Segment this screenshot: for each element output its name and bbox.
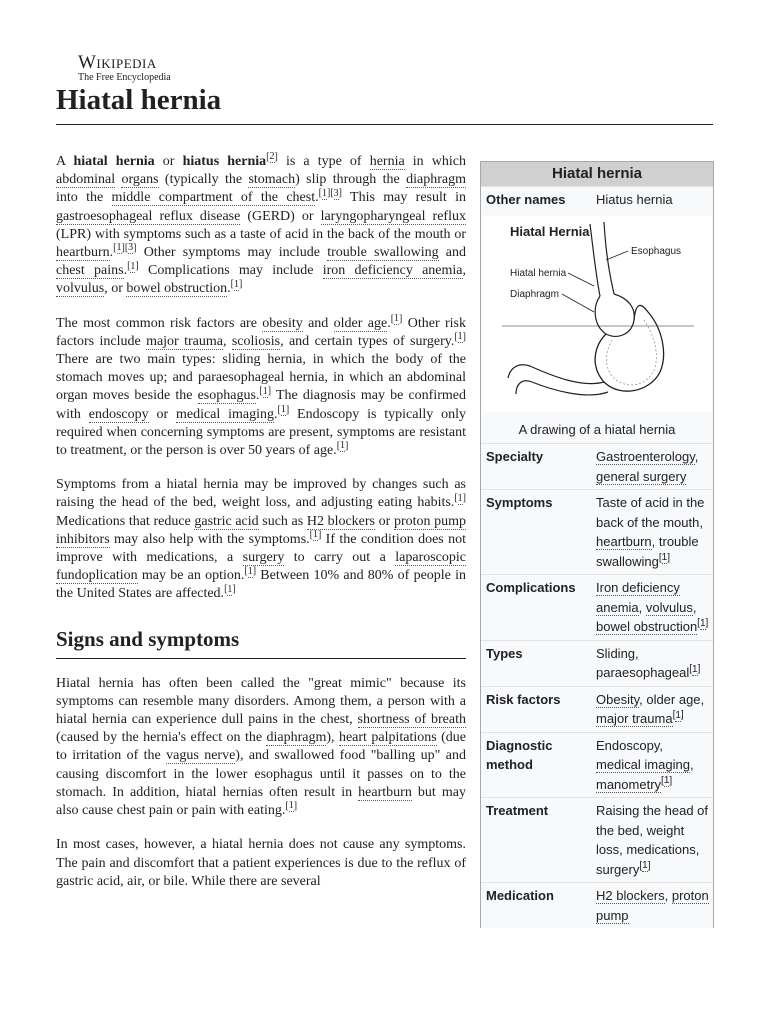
ref[interactable]: [1] (658, 552, 670, 564)
infobox-value (596, 736, 713, 795)
text: and (438, 245, 466, 261)
text: The diagnosis may be confirmed with (56, 388, 466, 422)
ref-number[interactable]: 1 (247, 565, 253, 577)
link-obesity[interactable]: Obesity (596, 691, 640, 707)
infobox-caption: A drawing of a hiatal hernia (518, 421, 676, 437)
ref[interactable]: [1] (697, 617, 709, 629)
text: . (255, 388, 260, 404)
ref-number[interactable]: 1 (340, 440, 346, 452)
wikipedia-logo[interactable] (78, 52, 171, 83)
text: , (664, 888, 672, 903)
text: , or (104, 281, 127, 297)
ref[interactable]: [1] (689, 663, 701, 675)
ref-number[interactable]: 3 (128, 242, 134, 254)
label-diaphragm: Diaphragm (510, 289, 559, 300)
text: The most common risk factors are (56, 315, 263, 331)
ref[interactable]: [1] (309, 529, 322, 541)
ref[interactable]: [1] (639, 860, 651, 872)
text: . (387, 315, 391, 331)
ref-number[interactable]: 1 (233, 278, 239, 290)
ref[interactable]: [1] (661, 775, 673, 787)
link-scoliosis[interactable]: scoliosis (231, 333, 281, 349)
link-fundoplication[interactable]: laparoscopic fundoplication (56, 550, 466, 584)
text: but may also cause chest pain or pain with eating. (56, 784, 466, 819)
link-heartburn[interactable]: heartburn (358, 784, 412, 800)
link-trouble-swallowing[interactable]: trouble swallowing (327, 245, 439, 261)
ref[interactable]: [1] (285, 800, 298, 812)
text: , (692, 599, 697, 615)
text: , and certain types of surgery. (280, 333, 455, 349)
link-volvulus[interactable]: volvulus (56, 281, 105, 297)
link-bowel-obstruction[interactable]: bowel obstruction (596, 619, 698, 634)
article-body (56, 153, 466, 907)
infobox-row-medication (481, 882, 713, 928)
link-major-trauma[interactable]: major trauma (146, 333, 223, 349)
infobox-label: Symptoms (486, 495, 553, 510)
text: (LPR) with symptoms such as a taste of acid in the back of the mouth or (56, 226, 466, 242)
infobox-label: Diagnostic method (486, 737, 553, 772)
ref-number[interactable]: 1 (675, 709, 681, 721)
link-older-age[interactable]: older age (333, 315, 388, 331)
link-hernia[interactable]: hernia (369, 154, 405, 169)
ref[interactable]: [1] (672, 709, 684, 721)
infobox (480, 161, 714, 928)
ref-number[interactable]: 1 (699, 617, 706, 629)
infobox-row-diagnostic (481, 732, 713, 798)
link-heart-palpitations[interactable]: heart palpitations (338, 730, 437, 746)
text: to carry out a (284, 550, 396, 566)
link-heartburn[interactable]: heartburn (596, 534, 652, 549)
ref-number[interactable]: 1 (321, 187, 327, 199)
text: is a type of (277, 154, 370, 169)
text: , older age, (639, 691, 705, 707)
infobox-row-treatment (481, 797, 713, 882)
ref-number[interactable]: 1 (116, 242, 122, 254)
infobox-label: Types (486, 645, 523, 661)
ref[interactable]: [1] (244, 565, 257, 577)
ref-number[interactable]: 1 (288, 800, 294, 812)
infobox-label: Treatment (486, 803, 549, 818)
link-medical-imaging[interactable]: medical imaging (596, 757, 690, 772)
infobox-value (596, 447, 713, 486)
infobox-row-other-names (481, 186, 713, 213)
ref[interactable]: [2] (266, 151, 278, 163)
link-volvulus[interactable]: volvulus (645, 599, 693, 615)
text: Between 10% and 80% of people in the United States are affected. (56, 568, 466, 602)
infobox-value (596, 801, 713, 879)
link-gerd[interactable]: gastroesophageal reflux disease (56, 208, 241, 224)
ref[interactable]: [1][3] (113, 242, 137, 254)
text: Symptoms from a hiatal hernia may be improved by changes such as raising the head of the bed, weight loss, and adjusting eating habits. (56, 477, 466, 511)
ref[interactable]: [1][3] (318, 187, 342, 199)
paragraph-treatment (56, 476, 466, 603)
text: , (689, 757, 694, 772)
infobox-row-symptoms (481, 489, 713, 574)
link-heartburn[interactable]: heartburn (56, 245, 110, 261)
ref-number[interactable]: 1 (312, 529, 318, 541)
infobox-label: Specialty (486, 449, 544, 464)
label-esophagus: Esophagus (631, 246, 682, 257)
ref-number[interactable]: 1 (457, 331, 463, 343)
ref[interactable]: [1] (230, 278, 243, 290)
link-vagus-nerve[interactable]: vagus nerve (166, 748, 236, 764)
link-organs[interactable]: organs (121, 172, 159, 188)
text: Hiatal hernia has often been called the "great mimic" because its symptoms can resemble many disorders. Among them, a person with a hiatal hernia can experience dull pains in the chest, (56, 675, 466, 728)
infobox-image[interactable] (481, 212, 713, 418)
text: (due to irritation of the (56, 730, 466, 764)
infobox-row-specialty (481, 443, 713, 489)
link-general-surgery[interactable]: general surgery (596, 468, 687, 484)
text: such as (258, 513, 307, 529)
link-manometry[interactable]: manometry (596, 776, 662, 792)
link-esophagus[interactable]: esophagus (197, 388, 256, 404)
section-heading: Signs and symptoms (56, 626, 240, 651)
text: Sliding, paraesophageal (596, 645, 690, 680)
infobox-value: Hiatus hernia (596, 191, 673, 207)
ref-number[interactable]: 3 (333, 187, 339, 199)
text: , (694, 449, 699, 464)
infobox-value (596, 578, 713, 637)
section-divider (56, 658, 466, 659)
text: Endoscopy (596, 737, 660, 753)
text: Taste of acid in the back of the mouth, (596, 495, 705, 530)
ref-number[interactable]: 1 (280, 403, 286, 415)
paragraph-risk (56, 312, 467, 461)
ref-number[interactable]: 1 (661, 552, 668, 564)
link-lpr[interactable]: laryngopharyngeal reflux (320, 208, 466, 224)
link-diaphragm[interactable]: diaphragm (406, 172, 466, 188)
infobox-row-complications (481, 574, 713, 640)
infobox-value (596, 886, 713, 925)
text: This may result in (341, 190, 466, 206)
link-diaphragm[interactable]: diaphragm (266, 730, 327, 746)
link-mediastinum[interactable]: middle compartment of the chest (111, 190, 316, 206)
text: There are two main types: sliding hernia, in which the body of the stomach moves up; and paraesophageal hernia, in which an abdominal organ moves beside the (56, 352, 466, 404)
link-major-trauma[interactable]: major trauma (596, 711, 673, 726)
infobox-value (596, 644, 713, 683)
ref-number[interactable]: 1 (394, 312, 400, 324)
text: , (651, 534, 659, 549)
ref-number[interactable]: 1 (642, 860, 648, 872)
link-iron-deficiency[interactable]: iron deficiency anemia (322, 263, 463, 279)
infobox-label: Risk factors (486, 691, 561, 707)
text: . (274, 406, 278, 422)
page-title: Hiatal hernia (56, 84, 222, 116)
bold-term: hiatal hernia (73, 154, 155, 169)
link-bowel-obstruction[interactable]: bowel obstruction (126, 281, 228, 297)
infobox-row-risk-factors (481, 686, 713, 732)
label-hiatal-hernia: Hiatal hernia (510, 268, 567, 279)
link-gastric-acid[interactable]: gastric acid (194, 513, 259, 529)
text: . (109, 245, 114, 261)
link-stomach[interactable]: stomach (248, 172, 296, 188)
ref[interactable]: [1] (224, 583, 236, 595)
link-surgery[interactable]: surgery (242, 550, 285, 566)
text: or (148, 406, 176, 422)
drawing-title: Hiatal Hernia (510, 224, 590, 239)
text: may also help with the symptoms. (109, 531, 310, 547)
link-h2-blockers[interactable]: H2 blockers (306, 513, 376, 529)
text: If the condition does not improve with medications, a (56, 531, 466, 566)
ref[interactable]: [1] (390, 312, 403, 324)
text: into the (56, 190, 112, 206)
ref-number[interactable]: 1 (262, 385, 268, 397)
ref[interactable]: [1] (336, 440, 349, 452)
text: (typically the (158, 172, 249, 188)
text: (GERD) or (240, 208, 321, 224)
text: Other risk factors include (56, 315, 466, 349)
ref-number[interactable]: 1 (692, 663, 698, 675)
link-h2-blockers[interactable]: H2 blockers (596, 888, 665, 903)
text: ), (326, 730, 339, 746)
paragraph-lead (56, 153, 466, 299)
link-gastroenterology[interactable]: Gastroenterology (596, 449, 695, 464)
link-iron-deficiency[interactable]: Iron deficiency anemia (596, 580, 680, 615)
text: A (56, 154, 74, 169)
text: ), and swallowed food "balling up" and causing discomfort in the lower esophagus until it passes on to the stomach. In addition, hiatal hernias often result in (56, 748, 466, 800)
site-name: Wikipedia (78, 52, 157, 73)
infobox-value (596, 690, 713, 729)
link-obesity[interactable]: obesity (262, 315, 303, 331)
ref-number[interactable]: 1 (130, 260, 136, 272)
text: , (638, 599, 646, 615)
ref[interactable]: [1] (454, 492, 466, 504)
text: or (154, 154, 183, 169)
text: Raising the head of the bed, weight loss, medications, surgery (596, 803, 709, 877)
ref[interactable]: [1] (259, 385, 272, 397)
infobox-value (596, 493, 713, 571)
text: , (659, 737, 663, 753)
ref-number[interactable]: 1 (457, 492, 463, 504)
link-proton-pump-inhibitors[interactable]: proton pump inhibitors (56, 513, 467, 547)
text: In most cases, however, a hiatal hernia does not cause any symptoms. The pain and discomfort that a patient experiences is due to the reflux of gastric acid, air, or bile. While there are several (56, 837, 466, 889)
ref[interactable]: [1] (127, 260, 139, 272)
paragraph-cases (56, 836, 466, 891)
link-endoscopy[interactable]: endoscopy (88, 406, 149, 422)
infobox-label: Medication (486, 888, 554, 903)
ref-number[interactable]: 1 (227, 583, 233, 595)
text: Medications that reduce (56, 513, 195, 529)
hiatal-hernia-drawing[interactable] (482, 216, 712, 412)
link-chest-pains[interactable]: chest pains (56, 263, 124, 279)
title-divider (56, 124, 713, 125)
infobox-row-types (481, 640, 713, 686)
text: , (222, 333, 232, 349)
text: . (315, 190, 319, 206)
text: or (375, 513, 394, 529)
ref-number[interactable]: 2 (269, 151, 275, 163)
ref-number[interactable]: 1 (663, 775, 670, 787)
link-abdominal[interactable]: abdominal (56, 172, 116, 188)
link-medical-imaging[interactable]: medical imaging (175, 406, 275, 422)
text: Other symptoms may include (136, 245, 328, 261)
text: and (302, 315, 334, 331)
text: (caused by the hernia's effect on the (56, 730, 267, 746)
text: may be an option. (137, 568, 245, 584)
ref[interactable]: [1] (277, 403, 290, 415)
infobox-label: Complications (486, 580, 576, 595)
text: in which (404, 154, 467, 169)
text: . (227, 281, 231, 297)
ref[interactable]: [1] (454, 331, 467, 343)
bold-term: hiatus hernia (182, 154, 267, 169)
text: , (462, 263, 466, 279)
infobox-title: Hiatal hernia (481, 162, 713, 186)
text: Complications may include (138, 263, 323, 279)
site-tagline: The Free Encyclopedia (78, 72, 171, 83)
link-shortness-of-breath[interactable]: shortness of breath (357, 712, 466, 728)
text: ) slip through the (295, 172, 407, 188)
infobox-label: Other names (486, 191, 566, 207)
text: Endoscopy is typically only required when concerning symptoms are present, symptoms are resistant to treatment, or the person is over 50 years of age. (56, 406, 466, 459)
paragraph-signs (56, 675, 466, 821)
text: . (123, 263, 128, 279)
link-proton-pump[interactable]: proton pump (596, 888, 709, 923)
text: trouble swallowing (596, 534, 699, 569)
